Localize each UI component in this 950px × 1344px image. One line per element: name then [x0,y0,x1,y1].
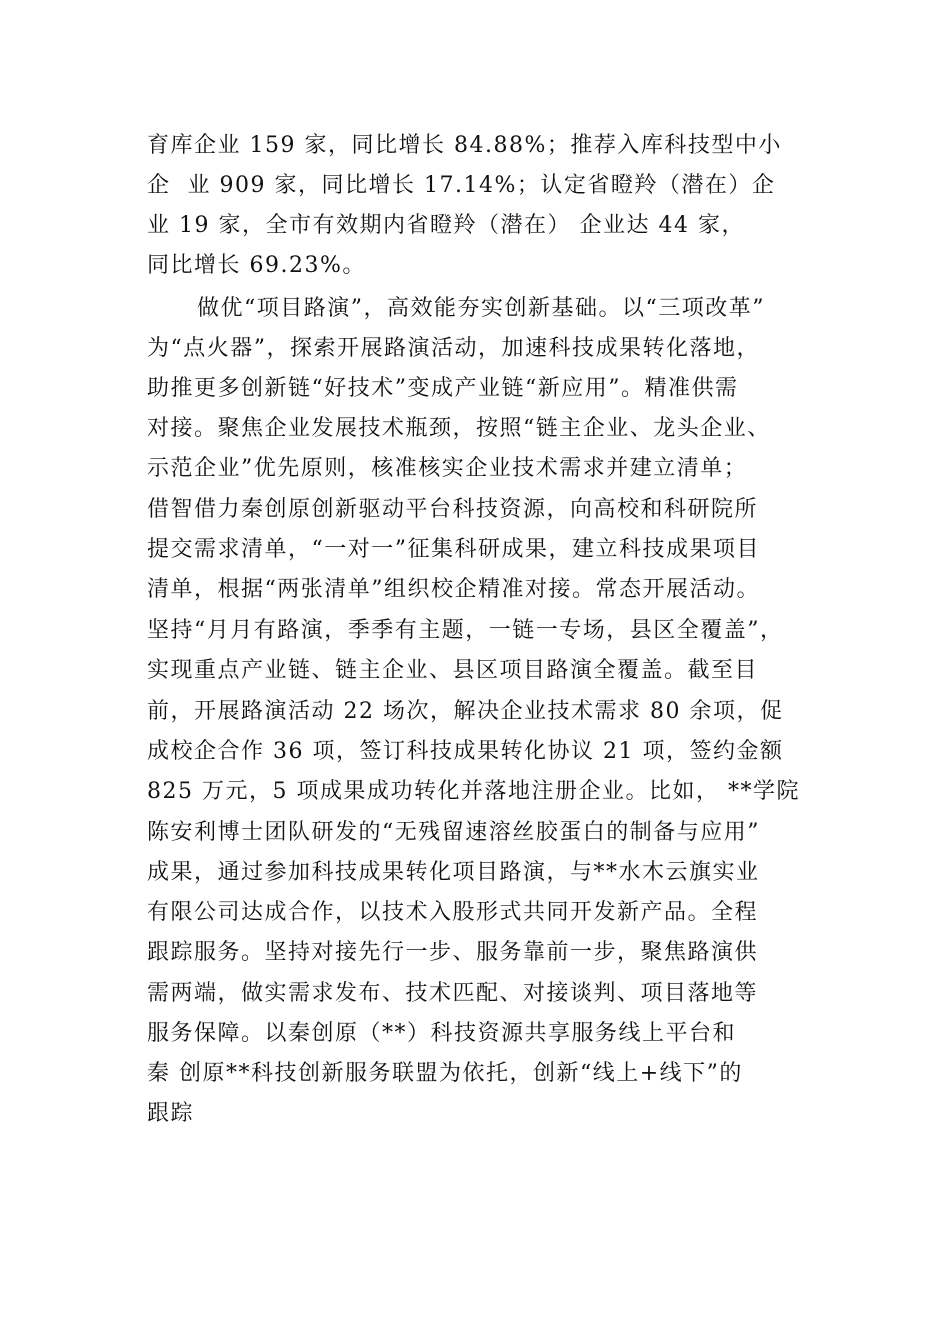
text-line: 825 万元，5 项成果成功转化并落地注册企业。比如， **学院 [147,779,800,804]
text-line: 秦 创原**科技创新服务联盟为依托，创新“线上+线下”的 [147,1061,743,1086]
text-line: 坚持“月月有路演，季季有主题，一链一专场，县区全覆盖”， [147,618,784,643]
text-line: 提交需求清单，“一对一”征集科研成果，建立科技成果项目 [147,537,760,562]
text-line: 为“点火器”，探索开展路演活动，加速科技成果转化落地， [147,336,760,361]
text-line: 跟踪服务。坚持对接先行一步、服务靠前一步，聚焦路演供 [147,940,759,965]
text-line: 助推更多创新链“好技术”变成产业链“新应用”。精准供需 [147,376,739,401]
text-line: 对接。聚焦企业发展技术瓶颈，按照“链主企业、龙头企业、 [147,416,771,441]
text-line: 跟踪 [147,1101,195,1126]
text-line: 同比增长 69.23%。 [147,253,366,278]
paragraph-first-line: 做优“项目路演”，高效能夯实创新基础。以“三项改革” [197,296,765,321]
text-line: 示范企业”优先原则，核准核实企业技术需求并建立清单； [147,456,748,481]
text-line: 有限公司达成合作，以技术入股形式共同开发新产品。全程 [147,900,759,925]
text-line: 育库企业 159 家，同比增长 84.88%；推荐入库科技型中小 [147,133,782,158]
text-line: 清单，根据“两张清单”组织校企精准对接。常态开展活动。 [147,577,760,602]
text-line: 实现重点产业链、链主企业、县区项目路演全覆盖。截至目 [147,658,759,683]
text-line: 陈安利博士团队研发的“无残留速溶丝胶蛋白的制备与应用” [147,820,760,845]
text-line: 企 业 909 家，同比增长 17.14%；认定省瞪羚（潜在）企 [147,173,776,198]
text-line: 需两端，做实需求发布、技术匹配、对接谈判、项目落地等 [147,981,759,1006]
text-line: 借智借力秦创原创新驱动平台科技资源，向高校和科研院所 [147,497,759,522]
text-line: 业 19 家，全市有效期内省瞪羚（潜在） 企业达 44 家， [147,213,745,238]
text-line: 前，开展路演活动 22 场次，解决企业技术需求 80 余项，促 [147,699,784,724]
text-line: 成校企合作 36 项，签订科技成果转化协议 21 项，签约金额 [147,739,784,764]
text-line: 服务保障。以秦创原（**）科技资源共享服务线上平台和 [147,1021,737,1046]
text-line: 成果，通过参加科技成果转化项目路演，与**水木云旗实业 [147,860,760,885]
